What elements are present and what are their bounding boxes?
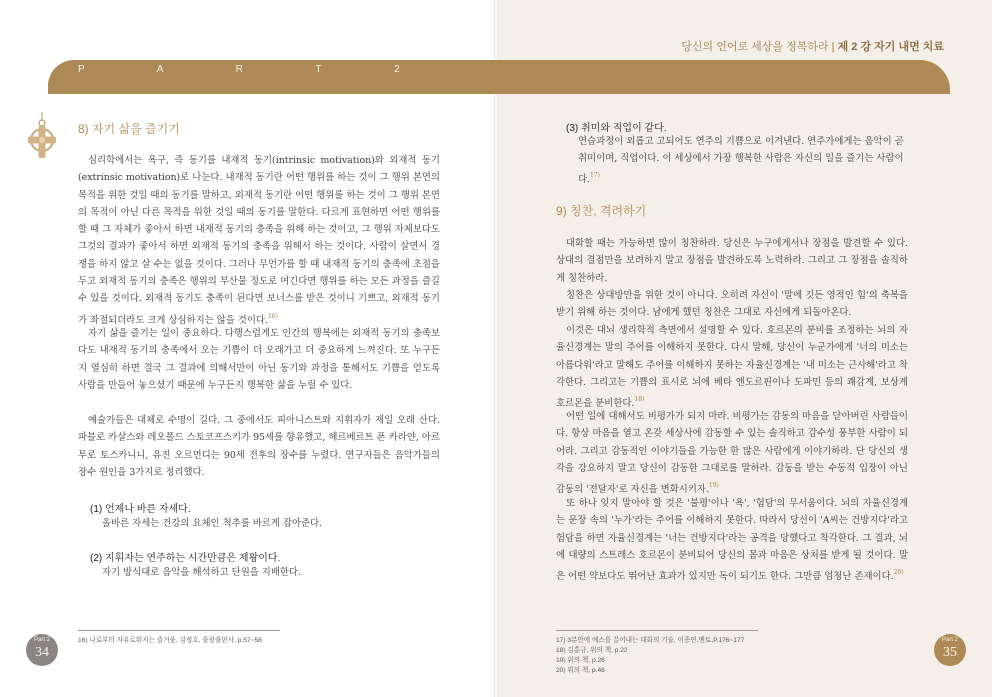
item-3-title: (3) 취미와 직업이 같다. [566,123,667,134]
book-title: 당신의 언어로 세상을 정복하라 [681,41,829,53]
footnotes-right [556,636,744,676]
footnote-18: 18) 김홍규, 위의 책, p.22 [556,647,628,654]
footnote-rule-right [556,630,758,631]
page-number-badge-left [26,634,58,666]
page-number-right: 35 [943,645,957,660]
footnote-ref-19: 19) [708,482,719,490]
footnote-rule-left [78,630,280,631]
footnote-19: 19) 위의 책, p.26 [556,657,605,664]
running-header [681,38,944,54]
part-label: P A R T 2 [78,64,435,75]
item-2-body: 자기 방식대로 음악을 해석하고 단원을 지배한다. [102,567,302,578]
cross-ornament-icon [20,112,64,160]
left-paragraph-2: 자기 삶을 즐기는 일이 중요하다. 다행스럽게도 인간의 행복에는 외재적 동기의 충족보다도 내재적 동기의 충족에서 오는 기쁨이 더 오래가고 더 중요하게 느껴진다. 또 누구든지 열심히 하면 결국 그 결과에 의해서만이 아닌 동기와 과정을 통해서도 기쁨을 얻도록 사람을 만들어 놓으셨기 때문에 누구든지 행복한 삶을 누릴 수 있다. [78,328,440,391]
footnote-17: 17) 3분만에 예스를 끌어내는 대화의 기술, 이종연,멘토,P.176~177 [556,637,745,644]
right-paragraph-3: 이것은 대뇌 생리학적 측면에서 설명할 수 있다. 호르몬의 분비를 조정하는 뇌의 자율신경계는 말의 주어를 이해하지 못한다. 다시 말해, 당신이 누군가에게 '너의 미소는 아름다워'라고 말해도 주어를 이해하지 못하는 자율신경계는 '내 미소는 근사해'라고 착각한다. 그리고는 기쁨의 표시로 뇌에 베타 엔도르핀이나 도파민 등의 쾌감계, 보상계 호르몬을 분비한다.$^{18)}$ [556,325,908,410]
item-3-body: 연습과정이 외롭고 고되어도 연주의 기쁨으로 이겨낸다. 연주가에게는 음악이 곧 취미이며, 직업이다. 이 세상에서 가장 행복한 사람은 자신의 일을 즐기는 사람이다.$^{17)}$ [578,136,904,185]
page-number-left: 34 [35,645,49,660]
footnote-ref-17: 17) [590,172,601,179]
item-1-title: (1) 언제나 바른 자세다. [90,504,191,515]
right-paragraph-5: 또 하나 잊지 말아야 할 것은 '불평'이나 '욕', '험담'의 무서움이다. 뇌의 자율신경계는 문장 속의 '누가'라는 주어를 이해하지 못한다. 따라서 당신이 'A씨는 건방지다'라고 험담을 하면 자율신경계는 '너는 건방지다'라는 공격을 당했다고 착각한다. 그 결과, 뇌에 대량의 스트레스 호르몬이 분비되어 당신의 몸과 마음은 상처를 받게 될 것이다. 말은 어떤 약보다도 뛰어난 효과가 있지만 독이 되기도 한다. 그만큼 엄청난 존재이다.$^{20)}$ [556,498,908,583]
left-paragraph-3: 예술가들은 대체로 수명이 길다. 그 중에서도 피아니스트와 지휘자가 제일 오래 산다. 파블로 카살스와 레오폴드 스토코프스키가 95세를 향유했고, 헤르베르트 폰 카라얀, 아르투로 토스카니니, 유진 오르먼디는 90세 전후의 장수를 누렸다. 연구자들은 음악가들의 장수 원인을 3가지로 정리했다. [78,415,440,478]
book-gutter [494,0,498,697]
header-separator: | [831,41,835,53]
item-2-title: (2) 지휘자는 연주하는 시간만큼은 제왕이다. [90,553,281,564]
page-number-badge-right [934,634,966,666]
section-title-8: 8) 자기 삶을 즐기기 [78,122,180,136]
footnote-ref-16: 16) [267,312,278,320]
footnote-ref-18: 18) [634,396,645,404]
page-part-left: Part 2 [33,637,50,643]
left-paragraph-1: 심리학에서는 욕구, 즉 동기를 내재적 동기(intrinsic motivation)와 외재적 동기(extrinsic motivation)로 나눈다. 내재적 동기란 어떤 행위를 하는 것이 그 행위 본연의 목적을 위한 것일 때의 동기를 말하고, 외재적 동기란 어떤 행위를 하는 것이 그 행위 본연의 목적이 아닌 다른 목적을 위한 것일 때의 동기를 말한다. 다르게 표현하면 어떤 행위를 할 때 그 자체가 좋아서 하면 내재적 동기의 충족을 위해 하는 것이고, 그 행위 자체보다도 그것의 결과가 좋아서 하면 외재적 동기의 충족을 위해서 하는 것이다. 사람이 살면서 경쟁을 하지 않고 살 수는 없을 것이다. 그러나 무언가를 할 때 내재적 동기의 충족에 초점을 두고 외재적 동기의 충족은 행위의 부산물 정도로 여긴다면 행위를 하는 모든 과정을 즐길 수 있을 것이다. 외재적 동기도 충족이 된다면 보너스를 받은 것이니 기쁘고, 외재적 동기가 좌절되더라도 크게 상심하지는 않을 것이다.$^{16)}$ [78,155,440,326]
item-1-body: 올바른 자세는 건강의 요체인 척추를 바르게 잡아준다. [102,518,323,529]
footnote-16: 16) 나로부터 자유로워지는 즐거움, 김정호, 불광출판사, p.57~58 [78,637,262,644]
footnote-20: 20) 위의 책, p.46 [556,667,605,674]
chapter-title: 제 2 강 자기 내면 치료 [837,41,944,53]
section-title-9: 9) 칭찬, 격려하기 [556,204,647,218]
part-band-right [496,60,950,94]
footnote-ref-20: 20) [893,569,904,577]
right-paragraph-4: 어떤 일에 대해서도 비평가가 되지 마라. 비평가는 감동의 마음을 닫아버린 사람들이다. 항상 마음을 열고 온갖 세상사에 감동할 수 있는 솔직하고 감수성 풍부한 사람이 되어라. 그리고 감동적인 이야기들을 가능한 한 많은 사람에게 이야기하라. 단 당신의 생각을 강요하지 말고 당신이 감동한 그대로를 말하라. 감동을 받는 수동적 입장이 아닌 감동의 '전달자'로 자신을 변화시키자.$^{19)}$ [556,411,908,496]
page-part-right: Part 2 [941,637,958,643]
right-paragraph-2: 칭찬은 상대방만을 위한 것이 아니다. 오히려 자신이 '말에 깃든 영적인 힘'의 축복을 받기 위해 하는 것이다. 남에게 했던 칭찬은 그대로 자신에게 되돌아온다. [556,290,908,319]
right-paragraph-1: 대화할 때는 가능하면 많이 칭찬하라. 당신은 누구에게서나 장점을 발견할 수 있다. 상대의 결점만을 보려하지 말고 장점을 발견하도록 노력하라. 그리고 그 장점을 솔직하게 칭찬하라. [556,238,908,284]
footnotes-left [78,636,262,646]
